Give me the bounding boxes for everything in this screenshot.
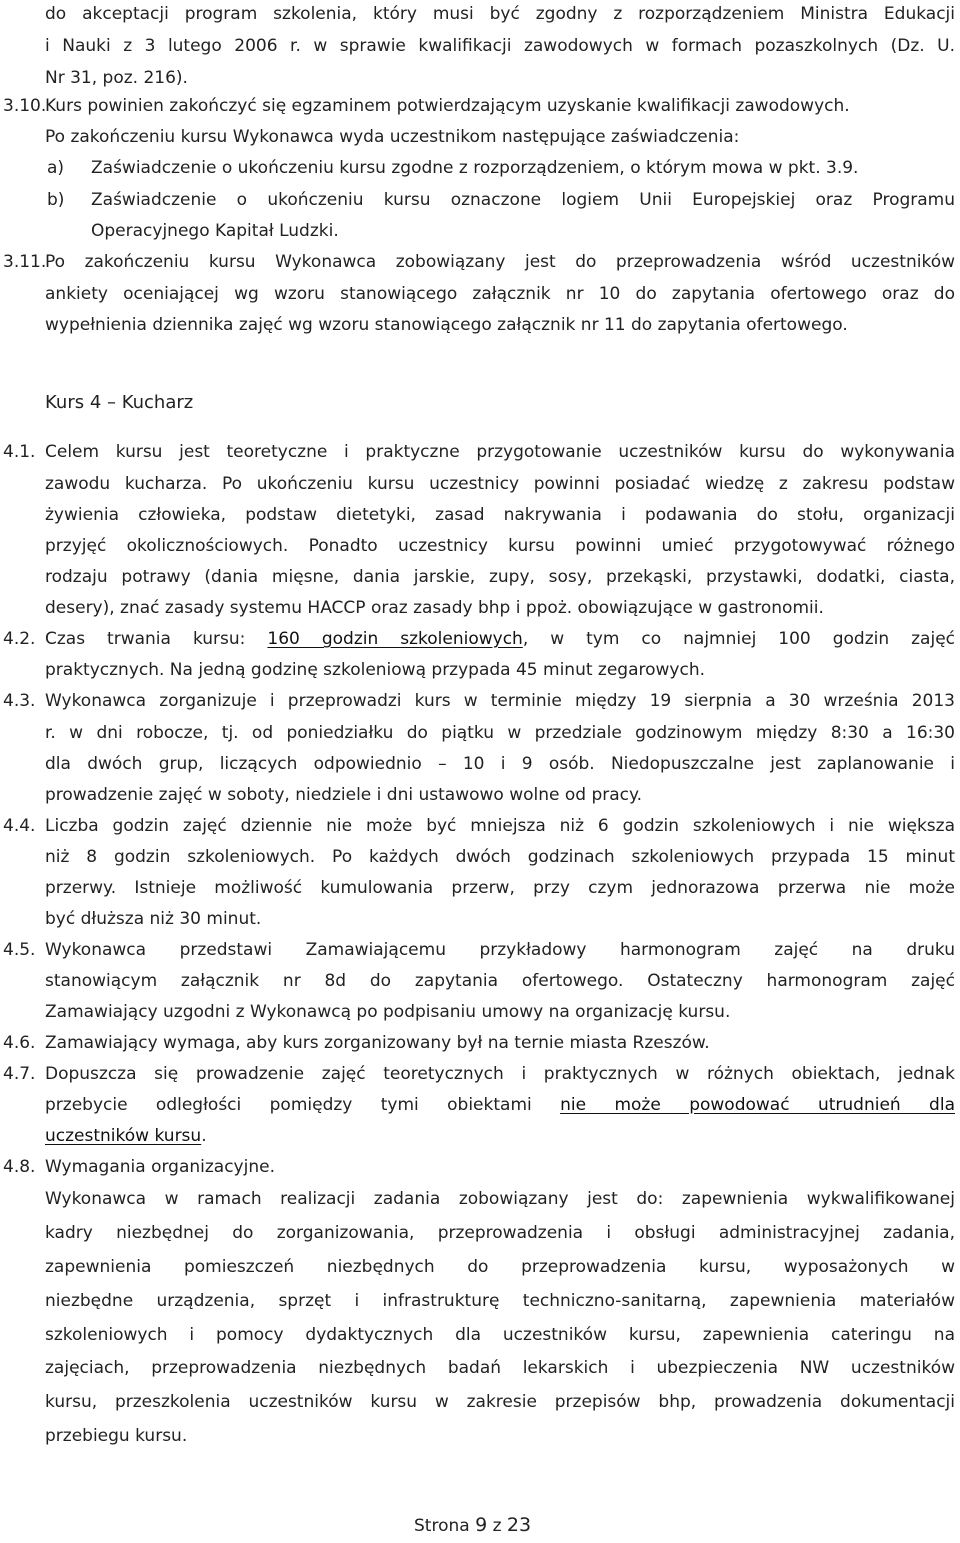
page-footer <box>414 1514 531 1537</box>
paragraph-line: Liczba godzin zajęć dziennie nie może być mniejsza niż 6 godzin szkoleniowych i nie większa <box>45 816 955 836</box>
section-number: 3.10. <box>3 96 47 116</box>
paragraph-line: Wykonawca w ramach realizacji zadania zobowiązany jest do: zapewnienia wykwalifikowanej <box>45 1189 955 1209</box>
paragraph-line: rodzaju potrawy (dania mięsne, dania jarskie, zupy, sosy, przekąski, przystawki, dodatki, ciasta, <box>45 567 955 587</box>
paragraph-line: do akceptacji program szkolenia, który musi być zgodny z rozporządzeniem Ministra Edukacji <box>45 4 955 24</box>
text-run: . <box>201 1126 207 1146</box>
paragraph-line: szkoleniowych i pomocy dydaktycznych dla uczestników kursu, zapewnienia cateringu na <box>45 1325 955 1345</box>
section-number: 4.1. <box>3 442 36 462</box>
paragraph-line: wypełnienia dziennika zajęć wg wzoru stanowiącego załącznik nr 11 do zapytania ofertowego. <box>45 315 848 335</box>
paragraph-line <box>45 1094 955 1116</box>
paragraph-line: być dłuższa niż 30 minut. <box>45 909 262 929</box>
paragraph-line: niż 8 godzin szkoleniowych. Po każdych dwóch godzinach szkoleniowych przypada 15 minut <box>45 847 955 867</box>
paragraph-line: praktycznych. Na jedną godzinę szkoleniową przypada 45 minut zegarowych. <box>45 660 706 680</box>
section-heading: Kurs 4 – Kucharz <box>45 392 194 413</box>
paragraph-line: przerwy. Istnieje możliwość kumulowania przerw, przy czym jednorazowa przerwa nie może <box>45 878 955 898</box>
footer-label: Strona <box>414 1516 476 1536</box>
section-number: 3.11. <box>3 252 47 272</box>
paragraph-line: przyjęć okolicznościowych. Ponadto uczestnicy kursu powinni umieć przygotowywać różnego <box>45 536 955 556</box>
paragraph-line: Nr 31, poz. 216). <box>45 68 188 88</box>
paragraph-line: Dopuszcza się prowadzenie zajęć teoretycznych i praktycznych w różnych obiektach, jednak <box>45 1064 955 1084</box>
paragraph-line: ankiety oceniającej wg wzoru stanowiącego załącznik nr 10 do zapytania ofertowego oraz do <box>45 284 955 304</box>
paragraph-line: kursu, przeszkolenia uczestników kursu w zakresie przepisów bhp, prowadzenia dokumentacji <box>45 1392 955 1412</box>
paragraph-line: zajęciach, przeprowadzenia niezbędnych badań lekarskich i ubezpieczenia NW uczestników <box>45 1358 955 1378</box>
paragraph-line <box>45 628 955 650</box>
emphasis-text: nie może powodować utrudnień dla <box>560 1095 955 1115</box>
page-number: 9 <box>475 1514 488 1536</box>
text-run: Czas trwania kursu: <box>45 629 268 649</box>
list-item: Zaświadczenie o ukończeniu kursu oznaczone logiem Unii Europejskiej oraz Programu <box>91 190 955 210</box>
paragraph-line: zapewnienia pomieszczeń niezbędnych do przeprowadzenia kursu, wyposażonych w <box>45 1257 955 1277</box>
paragraph-line: Celem kursu jest teoretyczne i praktyczne przygotowanie uczestników kursu do wykonywania <box>45 442 955 462</box>
section-number: 4.3. <box>3 691 36 711</box>
section-number: 4.8. <box>3 1157 36 1177</box>
text-run: przebycie odległości pomiędzy tymi obiektami <box>45 1095 561 1115</box>
paragraph-line: żywienia człowieka, podstaw dietetyki, zasad nakrywania i podawania do stołu, organizacji <box>45 505 955 525</box>
paragraph-line: Po zakończeniu kursu Wykonawca zobowiązany jest do przeprowadzenia wśród uczestników <box>45 252 955 272</box>
paragraph-line: kadry niezbędnej do zorganizowania, przeprowadzenia i obsługi administracyjnej zadania, <box>45 1223 955 1243</box>
paragraph-line: Zamawiający uzgodni z Wykonawcą po podpisaniu umowy na organizację kursu. <box>45 1002 731 1022</box>
paragraph-line: dla dwóch grup, liczących odpowiednio – 10 i 9 osób. Niedopuszczalne jest zaplanowanie i <box>45 754 955 774</box>
paragraph-line: i Nauki z 3 lutego 2006 r. w sprawie kwalifikacji zawodowych w formach pozaszkolnych (Dz. U. <box>45 36 955 56</box>
paragraph-line: Zamawiający wymaga, aby kurs zorganizowany był na ternie miasta Rzeszów. <box>45 1033 710 1053</box>
section-number: 4.6. <box>3 1033 36 1053</box>
paragraph-line <box>45 1125 207 1147</box>
paragraph-line: niezbędne urządzenia, sprzęt i infrastrukturę techniczno-sanitarną, zapewnienia materiałów <box>45 1291 955 1311</box>
paragraph-line: desery), znać zasady systemu HACCP oraz zasady bhp i ppoż. obowiązujące w gastronomii. <box>45 598 824 618</box>
emphasis-text: uczestników kursu <box>45 1126 202 1146</box>
text-run: , w tym co najmniej 100 godzin zajęć <box>522 629 956 649</box>
section-number: 4.2. <box>3 629 36 649</box>
paragraph-line: prowadzenie zajęć w soboty, niedziele i dni ustawowo wolne od pracy. <box>45 785 643 805</box>
section-number: 4.7. <box>3 1064 36 1084</box>
paragraph-line: Po zakończeniu kursu Wykonawca wyda uczestnikom następujące zaświadczenia: <box>45 127 740 147</box>
paragraph-line: stanowiącym załącznik nr 8d do zapytania ofertowego. Ostateczny harmonogram zajęć <box>45 971 955 991</box>
paragraph-line: Kurs powinien zakończyć się egzaminem potwierdzającym uzyskanie kwalifikacji zawodowych. <box>45 96 850 116</box>
paragraph-line: przebiegu kursu. <box>45 1426 188 1446</box>
emphasis-text: 160 godzin szkoleniowych <box>267 629 523 649</box>
paragraph-line: Wykonawca zorganizuje i przeprowadzi kurs w terminie między 19 sierpnia a 30 września 2013 <box>45 691 955 711</box>
list-item: Operacyjnego Kapitał Ludzki. <box>91 221 339 241</box>
list-marker: a) <box>47 158 65 178</box>
paragraph-line: Wykonawca przedstawi Zamawiającemu przykładowy harmonogram zajęć na druku <box>45 940 955 960</box>
section-number: 4.4. <box>3 816 36 836</box>
paragraph-line: r. w dni robocze, tj. od poniedziałku do piątku w przedziale godzinowym między 8:30 a 16:30 <box>45 723 955 743</box>
footer-label: z <box>487 1516 507 1536</box>
list-marker: b) <box>47 190 65 210</box>
section-number: 4.5. <box>3 940 36 960</box>
page-total: 23 <box>506 1514 532 1536</box>
paragraph-line: zawodu kucharza. Po ukończeniu kursu uczestnicy powinni posiadać wiedzę z zakresu podstaw <box>45 474 955 494</box>
list-item: Zaświadczenie o ukończeniu kursu zgodne z rozporządzeniem, o którym mowa w pkt. 3.9. <box>91 158 859 178</box>
paragraph-line: Wymagania organizacyjne. <box>45 1157 275 1177</box>
